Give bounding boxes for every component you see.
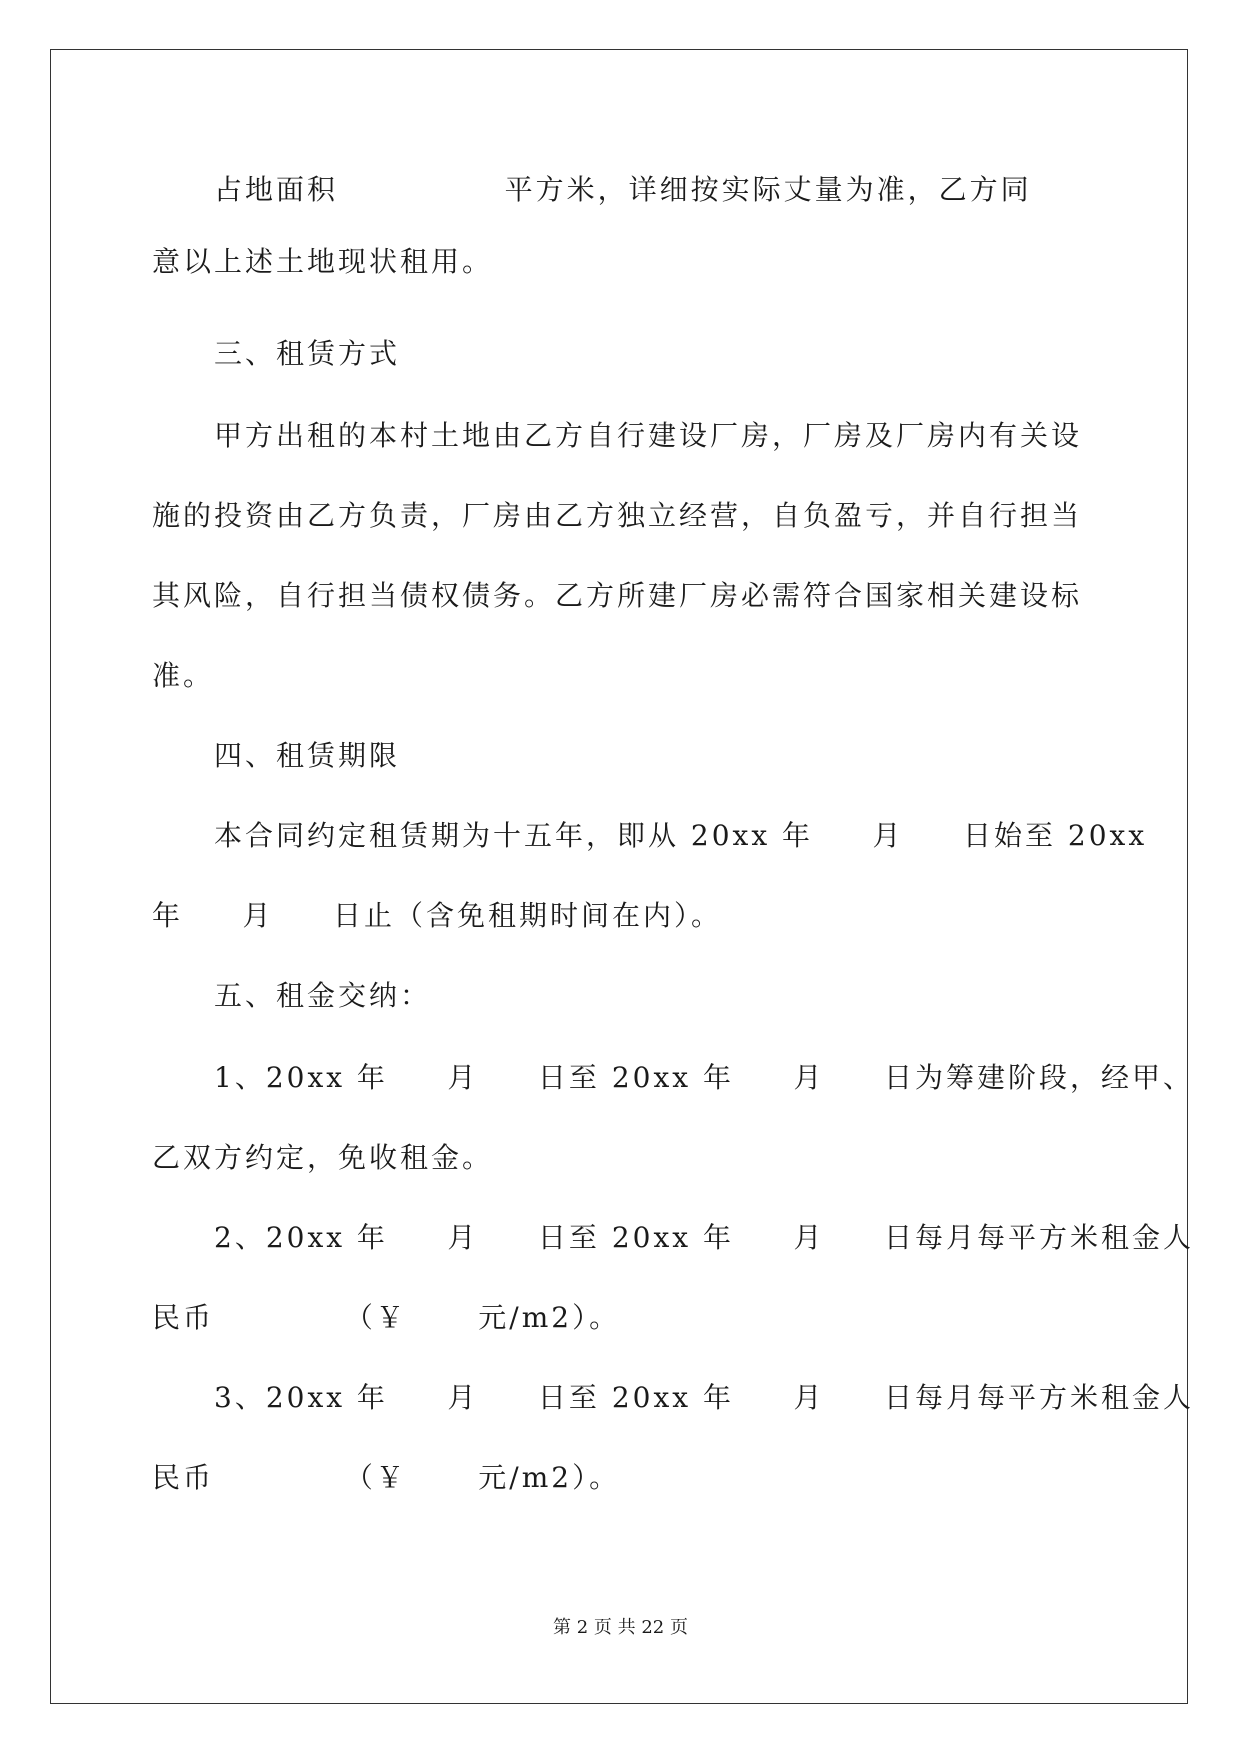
text-line-6: 其风险，自行担当债权债务。乙方所建厂房必需符合国家相关建设标 [152,579,1083,612]
section-heading-4: 四、租赁期限 [214,739,401,772]
text-line-12: 1、20xx 年 月 日至 20xx 年 月 日为筹建阶段，经甲、 [214,1061,1194,1094]
text-line-14: 2、20xx 年 月 日至 20xx 年 月 日每月每平方米租金人 [214,1221,1194,1254]
section-heading-3: 三、租赁方式 [214,337,401,370]
text-line-15: 民币 （￥ 元/m2）。 [152,1301,621,1334]
text-line-2: 意以上述土地现状租用。 [152,245,494,278]
text-line-10: 年 月 日止（含免租期时间在内）。 [152,899,723,932]
text-line-7: 准。 [152,659,215,692]
text-line-16: 3、20xx 年 月 日至 20xx 年 月 日每月每平方米租金人 [214,1381,1194,1414]
text-line-9: 本合同约定租赁期为十五年，即从 20xx 年 月 日始至 20xx [214,819,1148,852]
page-number-footer: 第 2 页 共 22 页 [553,1617,688,1638]
text-line-4: 甲方出租的本村土地由乙方自行建设厂房，厂房及厂房内有关设 [214,419,1083,452]
text-line-1: 占地面积 平方米，详细按实际丈量为准，乙方同 [214,173,1032,206]
text-line-17: 民币 （￥ 元/m2）。 [152,1461,621,1494]
text-line-5: 施的投资由乙方负责，厂房由乙方独立经营，自负盈亏，并自行担当 [152,499,1083,532]
text-line-13: 乙双方约定，免收租金。 [152,1141,494,1174]
section-heading-5: 五、租金交纳： [214,979,432,1012]
page-border [50,49,1188,1704]
